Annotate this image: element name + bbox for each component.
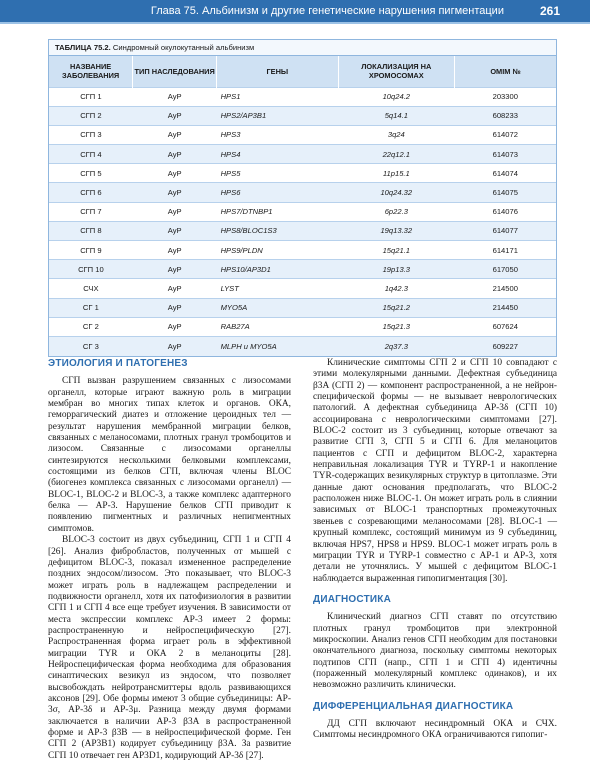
column-header: ГЕНЫ [217, 56, 338, 87]
gene-cell: HPS10/AP3D1 [217, 260, 338, 279]
table-row [49, 106, 556, 125]
table-caption-label: ТАБЛИЦА 75.2. [55, 43, 111, 52]
omim-cell: 214500 [455, 279, 556, 298]
disease-name-cell: СГ 1 [49, 298, 133, 317]
syndromic-albinism-table [48, 39, 557, 357]
locus-cell: 1q42.3 [338, 279, 454, 298]
omim-cell: 614075 [455, 183, 556, 202]
disease-name-cell: СГП 7 [49, 202, 133, 221]
locus-cell: 15q21.3 [338, 317, 454, 336]
gene-cell: RAB27A [217, 317, 338, 336]
omim-cell: 607624 [455, 317, 556, 336]
inheritance-cell: АуР [133, 164, 217, 183]
omim-cell: 614073 [455, 145, 556, 164]
omim-cell: 614074 [455, 164, 556, 183]
section-heading-diagnostics: ДИАГНОСТИКА [313, 593, 391, 605]
chapter-title: Глава 75. Альбинизм и другие генетические нарушения пигментации [150, 5, 504, 17]
locus-cell: 2q37.3 [338, 336, 454, 355]
table-row [49, 260, 556, 279]
table-row [49, 298, 556, 317]
inheritance-cell: АуР [133, 183, 217, 202]
inheritance-cell: АуР [133, 317, 217, 336]
disease-name-cell: СГП 10 [49, 260, 133, 279]
right-column [313, 358, 557, 742]
disease-name-cell: СГП 2 [49, 106, 133, 125]
paragraph: Клинический диагноз СГП ставят по отсутствию плотных гранул тромбоцитов при электронной микроскопии. Анализ генов СГП необходим для постановки окончательного диагноза, поскольку симптомы некоторых подтипов СГП (напр., СГП 1 и СГП 4) идентичны (пораженный молекулярный комплекс одинаков), и их невозможно различить клинически. [313, 612, 557, 691]
table-row [49, 317, 556, 336]
table-row [49, 164, 556, 183]
column-header: OMIM № [455, 56, 556, 87]
omim-cell: 609227 [455, 336, 556, 355]
disease-name-cell: СГП 4 [49, 145, 133, 164]
locus-cell: 10q24.2 [338, 87, 454, 106]
gene-cell: HPS1 [217, 87, 338, 106]
omim-cell: 614077 [455, 221, 556, 240]
locus-cell: 11p15.1 [338, 164, 454, 183]
locus-cell: 6p22.3 [338, 202, 454, 221]
paragraph: СГП вызван разрушением связанных с лизосомами органелл, которые играют важную роль в миграции мембран во многих типах клеток и органов. ОКА, геморрагический диатез и отложение цероидных тел — результат нарушения мембранной миграции белков, связанных с меланосомами, плотных гранул тромбоцитов и лизосом. Связанные с лизосомами органеллы синтезируются несколькими белковыми комплексами, состоящими из белков СГП, включая члены BLOC (биогенез комплекса связанных с лизосомами органелл) — BLOC-1, BLOC-2 и BLOC-3, а также комплекс адаптерного белка — AP-3. Нарушение белков СГП приводит к появлению пигментных и различных непигментных симптомов. [48, 376, 291, 534]
table-row [49, 125, 556, 144]
paragraph: Клинические симптомы СГП 2 и СГП 10 совпадают с этими молекулярными данными. Дефектная субъединица β3A (СГП 2) — компонент распространенной, а не нейрон-специфической формы — не вызывает неврологических патологий. А дефектная субъединица AP-3δ (СГП 10) ассоциирована с неврологическими симптомами [27]. BLOC-2 состоит из 3 субъединиц, которые отвечают за развитие СГП 3, СГП 5 и СГП 6. Для меланоцитов пациентов с СГП и дефицитом BLOC-2, характерна неправильная локализация TYR и TYRP-1 и накопление TYR-содержащих везикулярных структур в цитоплазме. Эти данные дают основания предполагать, что BLOC-2 расположен ниже BLOC-1. Он может играть роль в слиянии зависимых от BLOC-1 транспортных промежуточных звеньев с созревающими меланосомами [28]. BLOC-1 — крупный комплекс, состоящий минимум из 9 субъединиц, включая HPS7, HPS8 и HPS9. BLOC-1 может играть роль в миграции TYR и TYRP-1 совместно с AP-1 и AP-3, хотя детали не уточнялись. У мышей с дефицитом BLOC-1 наблюдается выраженная гипопигментация [30]. [313, 358, 557, 584]
table-row [49, 336, 556, 355]
inheritance-cell: АуР [133, 145, 217, 164]
disease-name-cell: СГП 5 [49, 164, 133, 183]
left-column [48, 358, 291, 762]
header-rule [0, 22, 590, 24]
locus-cell: 22q12.1 [338, 145, 454, 164]
omim-cell: 614076 [455, 202, 556, 221]
inheritance-cell: АуР [133, 221, 217, 240]
inheritance-cell: АуР [133, 298, 217, 317]
inheritance-cell: АуР [133, 279, 217, 298]
disease-name-cell: СГ 2 [49, 317, 133, 336]
inheritance-cell: АуР [133, 241, 217, 260]
paragraph: BLOC-3 состоит из двух субъединиц, СГП 1 и СГП 4 [26]. Анализ фибробластов, полученных от мышей с дефицитом BLOC-3, показал измененное распределение поздних эндосом/лизосом. Это показывает, что BLOC-3 может играть роль в надлежащем распределении и подвижности органелл, хотя их патофизиология в развитии СГП 1 и СГП 4 все еще требует изучения. В зависимости от места экспрессии комплекс AP-3 имеет 2 формы: распространенную и нейроспецифическую [27]. Распространенная форма играет роль в эффективной миграции TYR и ОКА 2 в меланоциты [28]. Нейроспецифическая форма необходима для образования синаптических везикул из эндосом, что позволяет высвобождать нейротрансмиттеры вдоль развивающихся аксонов [29]. Обе формы имеют 3 общие субъединицы: AP-3σ, AP-3δ и AP-3μ. Разница между двумя формами заключается в наличии AP-3 β3A в распространенной форме и AP-3 β3B — в нейроспецифической форме. Ген СГП 2 (AP3B1) кодирует субъединицу β3A. За развитие СГП 10 отвечает ген AP3D1, кодирующий AP-3δ [27]. [48, 535, 291, 761]
inheritance-cell: АуР [133, 106, 217, 125]
omim-cell: 608233 [455, 106, 556, 125]
gene-cell: HPS9/PLDN [217, 241, 338, 260]
locus-cell: 10q24.32 [338, 183, 454, 202]
omim-cell: 214450 [455, 298, 556, 317]
table-row [49, 183, 556, 202]
gene-cell: HPS7/DTNBP1 [217, 202, 338, 221]
inheritance-cell: АуР [133, 202, 217, 221]
table-row [49, 279, 556, 298]
disease-name-cell: СЧХ [49, 279, 133, 298]
section-heading-differential: ДИФФЕРЕНЦИАЛЬНАЯ ДИАГНОСТИКА [313, 700, 514, 712]
column-header: НАЗВАНИЕ ЗАБОЛЕВАНИЯ [49, 56, 133, 87]
table-row [49, 221, 556, 240]
omim-cell: 203300 [455, 87, 556, 106]
gene-cell: HPS2/AP3B1 [217, 106, 338, 125]
gene-cell: LYST [217, 279, 338, 298]
omim-cell: 614072 [455, 125, 556, 144]
locus-cell: 5q14.1 [338, 106, 454, 125]
table-row [49, 241, 556, 260]
gene-cell: HPS8/BLOC1S3 [217, 221, 338, 240]
disease-name-cell: СГ 3 [49, 336, 133, 355]
gene-cell: HPS3 [217, 125, 338, 144]
section-heading-etiology: ЭТИОЛОГИЯ И ПАТОГЕНЕЗ [48, 358, 188, 369]
disease-name-cell: СГП 6 [49, 183, 133, 202]
disease-name-cell: СГП 3 [49, 125, 133, 144]
gene-cell: HPS4 [217, 145, 338, 164]
gene-cell: HPS5 [217, 164, 338, 183]
gene-cell: MYO5A [217, 298, 338, 317]
omim-cell: 614171 [455, 241, 556, 260]
inheritance-cell: АуР [133, 87, 217, 106]
table-row [49, 202, 556, 221]
disease-name-cell: СГП 8 [49, 221, 133, 240]
locus-cell: 19p13.3 [338, 260, 454, 279]
disease-name-cell: СГП 1 [49, 87, 133, 106]
column-header: ЛОКАЛИЗАЦИЯ НА ХРОМОСОМАХ [338, 56, 454, 87]
locus-cell: 15q21.2 [338, 298, 454, 317]
paragraph: ДД СГП включают несиндромный ОКА и СЧХ. Симптомы несиндромного ОКА ограничиваются гипопиг- [313, 718, 557, 741]
inheritance-cell: АуР [133, 260, 217, 279]
table-caption [49, 40, 556, 56]
gene-cell: MLPH и MYO5A [217, 336, 338, 355]
table-row [49, 87, 556, 106]
page-number: 261 [539, 4, 560, 18]
omim-cell: 617050 [455, 260, 556, 279]
gene-cell: HPS6 [217, 183, 338, 202]
column-header: ТИП НАСЛЕДОВАНИЯ [133, 56, 217, 87]
locus-cell: 19q13.32 [338, 221, 454, 240]
table-row [49, 145, 556, 164]
locus-cell: 15q21.1 [338, 241, 454, 260]
table-header-row [49, 56, 556, 87]
disease-name-cell: СГП 9 [49, 241, 133, 260]
page-header [0, 0, 590, 22]
inheritance-cell: АуР [133, 336, 217, 355]
table-caption-title: Синдромный окулокутанный альбинизм [112, 43, 255, 52]
locus-cell: 3q24 [338, 125, 454, 144]
inheritance-cell: АуР [133, 125, 217, 144]
